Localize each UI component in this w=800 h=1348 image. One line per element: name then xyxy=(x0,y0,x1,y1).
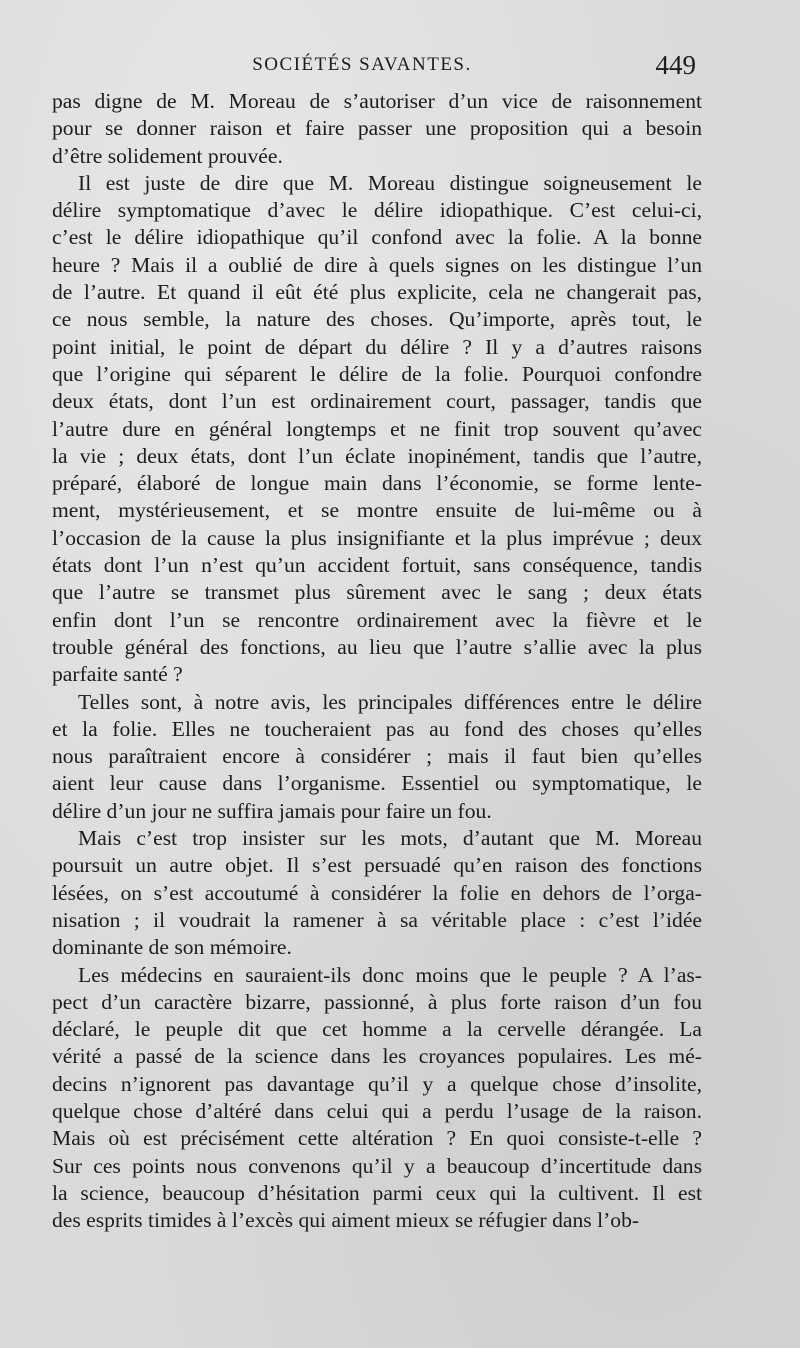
text-line: lésées, on s’est accoutumé à considérer la folie en dehors de l’orga- xyxy=(52,880,702,905)
text-line: pas digne de M. Moreau de s’autoriser d’un vice de raisonnement xyxy=(52,89,702,113)
text-line: parfaite santé ? xyxy=(52,662,183,687)
text-line: la vie ; deux états, dont l’un éclate inopinément, tandis que l’autre, xyxy=(52,443,702,468)
paragraph xyxy=(52,88,702,170)
text-line: la science, beaucoup d’hésitation parmi ceux qui la cultivent. Il est xyxy=(52,1180,702,1205)
text-line: decins n’ignorent pas davantage qu’il y a quelque chose d’insolite, xyxy=(52,1071,702,1096)
text-line: de l’autre. Et quand il eût été plus explicite, cela ne changerait pas, xyxy=(52,280,702,305)
text-line: des esprits timides à l’excès qui aiment mieux se réfugier dans l’ob- xyxy=(52,1208,640,1233)
text-line: délire symptomatique d’avec le délire idiopathique. C’est celui-ci, xyxy=(52,198,702,223)
page-header xyxy=(52,50,702,84)
text-line: ment, mystérieusement, et se montre ensuite de lui-même ou à xyxy=(52,498,702,523)
text-line: nous paraîtraient encore à considérer ; mais il faut bien qu’elles xyxy=(52,744,702,769)
text-line: Mais où est précisément cette altération ? En quoi consiste-t-elle ? xyxy=(52,1126,702,1151)
body-text xyxy=(52,88,702,1234)
text-line: Mais c’est trop insister sur les mots, d’autant que M. Moreau xyxy=(78,826,702,851)
text-line: que l’origine qui séparent le délire de la folie. Pourquoi confondre xyxy=(52,361,702,386)
paragraph xyxy=(52,825,702,961)
running-title: SOCIÉTÉS SAVANTES. xyxy=(252,54,472,75)
text-line: Telles sont, à notre avis, les principales différences entre le délire xyxy=(78,689,702,714)
text-line: aient leur cause dans l’organisme. Essentiel ou symptomatique, le xyxy=(52,771,702,796)
text-line: nisation ; il voudrait la ramener à sa véritable place : c’est l’idée xyxy=(52,907,702,932)
text-line: poursuit un autre objet. Il s’est persuadé qu’en raison des fonctions xyxy=(52,853,702,878)
text-line: préparé, élaboré de longue main dans l’économie, se forme lente- xyxy=(52,471,702,496)
text-line: dominante de son mémoire. xyxy=(52,935,292,960)
text-line: Sur ces points nous convenons qu’il y a beaucoup d’incertitude dans xyxy=(52,1153,702,1178)
text-line: délire d’un jour ne suffira jamais pour faire un fou. xyxy=(52,798,492,823)
text-line: heure ? Mais il a oublié de dire à quels signes on les distingue l’un xyxy=(52,252,702,277)
text-line: ce nous semble, la nature des choses. Qu’importe, après tout, le xyxy=(52,307,702,332)
text-line: déclaré, le peuple dit que cet homme a la cervelle dérangée. La xyxy=(52,1017,702,1042)
text-line: d’être solidement prouvée. xyxy=(52,143,283,168)
text-line: l’autre dure en général longtemps et ne finit trop souvent qu’avec xyxy=(52,416,702,441)
text-line: pect d’un caractère bizarre, passionné, à plus forte raison d’un fou xyxy=(52,989,702,1014)
text-line: et la folie. Elles ne toucheraient pas au fond des choses qu’elles xyxy=(52,716,702,741)
text-line: états dont l’un n’est qu’un accident fortuit, sans conséquence, tandis xyxy=(52,553,702,578)
show-through-text xyxy=(60,1236,700,1258)
text-line: enfin dont l’un se rencontre ordinairement avec la fièvre et le xyxy=(52,607,702,632)
page-number: 449 xyxy=(655,50,696,80)
paragraph xyxy=(52,689,702,825)
paragraph xyxy=(52,170,702,689)
text-line: l’occasion de la cause la plus insignifiante et la plus imprévue ; deux xyxy=(52,525,702,550)
text-line: pour se donner raison et faire passer une proposition qui a besoin xyxy=(52,116,702,141)
text-line: deux états, dont l’un est ordinairement court, passager, tandis que xyxy=(52,389,702,414)
text-line: trouble général des fonctions, au lieu que l’autre s’allie avec la plus xyxy=(52,634,702,659)
text-line: quelque chose d’altéré dans celui qui a perdu l’usage de la raison. xyxy=(52,1098,702,1123)
text-line: Il est juste de dire que M. Moreau distingue soigneusement le xyxy=(78,170,702,195)
text-line: vérité a passé de la science dans les croyances populaires. Les mé- xyxy=(52,1044,702,1069)
text-line: Les médecins en sauraient-ils donc moins que le peuple ? A l’as- xyxy=(78,962,702,987)
text-line: c’est le délire idiopathique qu’il confond avec la folie. A la bonne xyxy=(52,225,702,250)
text-line: point initial, le point de départ du délire ? Il y a d’autres raisons xyxy=(52,334,702,359)
paragraph xyxy=(52,962,702,1235)
text-line: que l’autre se transmet plus sûrement avec le sang ; deux états xyxy=(52,580,702,605)
